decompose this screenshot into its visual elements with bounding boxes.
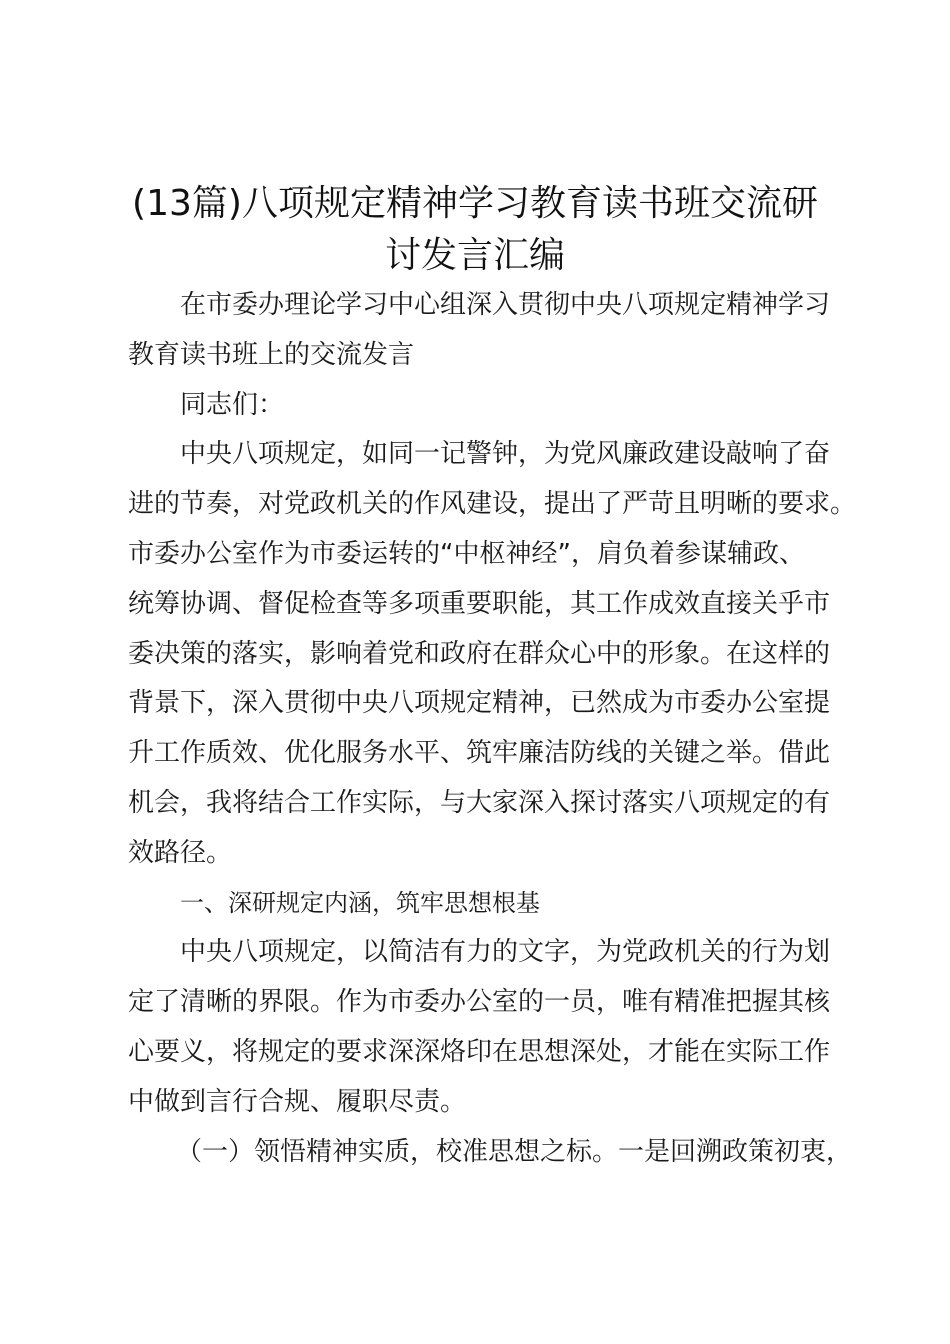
- paragraph-2-line: 定了清晰的界限。作为市委办公室的一员，唯有精准把握其核: [128, 987, 831, 1017]
- section-1-heading: 一、深研规定内涵，筑牢思想根基: [180, 889, 540, 917]
- paragraph-1-line: 委决策的落实，影响着党和政府在群众心中的形象。在这样的: [128, 639, 831, 669]
- subtitle-line-1: 在市委办理论学习中心组深入贯彻中央八项规定精神学习: [180, 290, 831, 320]
- paragraph-1-line: 统筹协调、督促检查等多项重要职能，其工作成效直接关乎市: [128, 589, 831, 619]
- paragraph-1-line: 市委办公室作为市委运转的“中枢神经”，肩负着参谋辅政、: [128, 539, 805, 569]
- paragraph-1-line: 背景下，深入贯彻中央八项规定精神，已然成为市委办公室提: [128, 688, 831, 718]
- paragraph-2-line: 心要义，将规定的要求深深烙印在思想深处，才能在实际工作: [128, 1037, 831, 1067]
- paragraph-2-line: 中做到言行合规、履职尽责。: [128, 1087, 467, 1117]
- paragraph-1-line: 机会，我将结合工作实际，与大家深入探讨落实八项规定的有: [128, 788, 831, 818]
- paragraph-1-line: 升工作质效、优化服务水平、筑牢廉洁防线的关键之举。借此: [128, 738, 831, 768]
- salutation: 同志们：: [180, 390, 285, 420]
- paragraph-2-line: 中央八项规定，以简洁有力的文字，为党政机关的行为划: [180, 937, 831, 967]
- paragraph-1-line: 效路径。: [128, 838, 233, 868]
- document-title-line-2: 讨发言汇编: [384, 235, 565, 276]
- subtitle-line-2: 教育读书班上的交流发言: [128, 340, 415, 370]
- document-title-line-1: (13篇)八项规定精神学习教育读书班交流研: [132, 183, 818, 224]
- subsection-1-line: （一）领悟精神实质，校准思想之标。一是回溯政策初衷，: [176, 1137, 853, 1167]
- paragraph-1-line: 进的节奏，对党政机关的作风建设，提出了严苛且明晰的要求。: [128, 489, 857, 519]
- paragraph-1-line: 中央八项规定，如同一记警钟，为党风廉政建设敲响了奋: [180, 439, 831, 469]
